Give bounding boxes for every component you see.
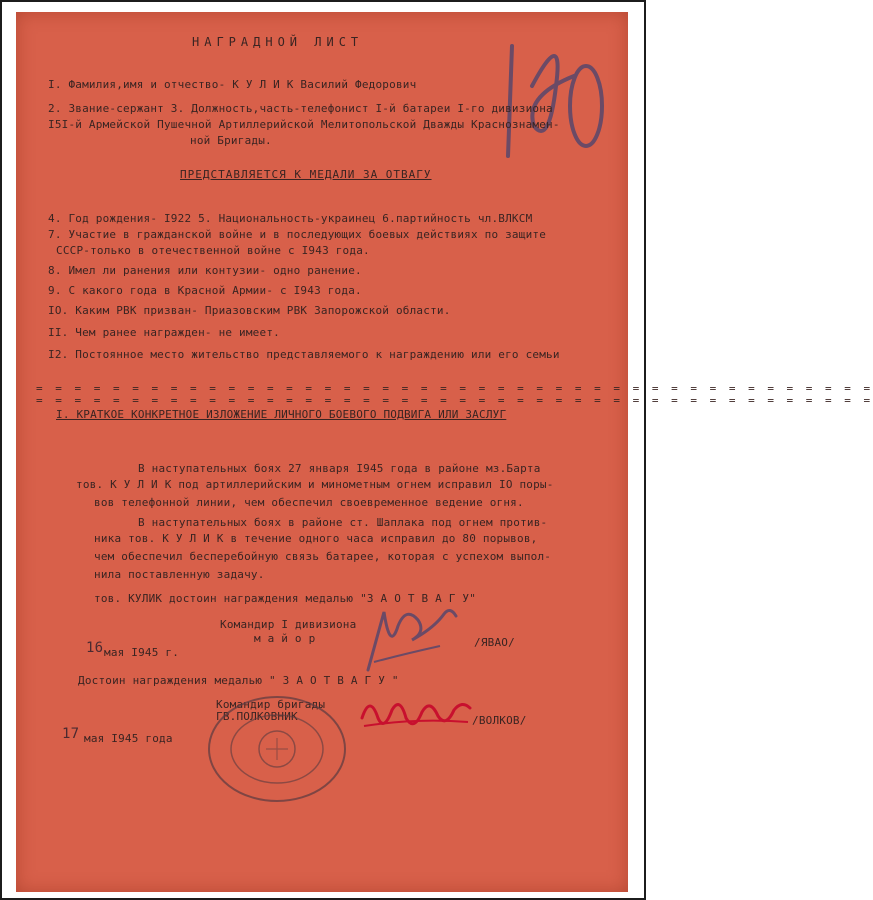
divider: = = = = = = = = = = = = = = = = = = = = = = = = = = = = = = = = = = = = = = = = = = = =	[36, 382, 873, 395]
commander-title: Командир I дивизиона	[220, 618, 357, 631]
section-title: I. КРАТКОЕ КОНКРЕТНОЕ ИЗЛОЖЕНИЕ ЛИЧНОГО БОЕВОГО ПОДВИГА ИЛИ ЗАСЛУГ	[56, 408, 507, 421]
paragraph-line: чем обеспечил бесперебойную связь батарее, которая с успехом выпол-	[94, 550, 552, 563]
commander-signature	[354, 592, 464, 682]
field-wounds: 8. Имел ли ранения или контузии- одно ранение.	[48, 264, 362, 277]
paragraph-line: В наступательных боях 27 января I945 года в районе мз.Барта	[138, 462, 541, 475]
document-title: НАГРАДНОЙ ЛИСТ	[192, 35, 364, 49]
official-seal	[202, 692, 352, 807]
field-participation-cont: СССР-только в отечественной войне с I943 года.	[56, 244, 370, 257]
field-unit-cont: ной Бригады.	[190, 134, 272, 147]
date1-day: 16	[86, 640, 104, 656]
field-conscription: IO. Каким РВК призван- Приазовским РВК Запорожской области.	[48, 304, 451, 317]
field-unit: I5I-й Армейской Пушечной Артиллерийской Мелитопольской Дважды Краснознамен-	[48, 118, 560, 131]
paragraph-line: В наступательных боях в районе ст. Шаплака под огнем против-	[138, 516, 548, 529]
paragraph-line: тов. К У Л И К под артиллерийским и минометным огнем исправил IO поры-	[76, 478, 554, 491]
paragraph-line: нила поставленную задачу.	[94, 568, 265, 581]
paragraph-line: ника тов. К У Л И К в течение одного часа исправил до 80 порывов,	[94, 532, 538, 545]
field-awards: II. Чем ранее награжден- не имеет.	[48, 326, 280, 339]
final-decision: Достоин награждения медалью " З А О Т В А Г У "	[78, 674, 399, 687]
brigade-commander-rank: ГВ.ПОЛКОВНИК	[216, 710, 298, 723]
paragraph-line: тов. КУЛИК достоин награждения медалью "З А О Т В А Г У"	[94, 592, 477, 605]
field-birth-nationality: 4. Год рождения- I922 5. Национальность-украинец 6.партийность чл.ВЛКСМ	[48, 212, 533, 225]
field-participation: 7. Участие в гражданской войне и в последующих боевых действиях по защите	[48, 228, 547, 241]
margin-number-handwritten	[494, 16, 614, 166]
paragraph-line: вов телефонной линии, чем обеспечил своевременное ведение огня.	[94, 496, 524, 509]
field-residence: I2. Постоянное место жительство представляемого к награждению или его семьи	[48, 348, 560, 361]
brigade-signature	[356, 688, 476, 738]
heading-medal: ПРЕДСТАВЛЯЕТСЯ К МЕДАЛИ ЗА ОТВАГУ	[180, 168, 432, 181]
date2: мая I945 года	[84, 732, 173, 745]
commander-rank: м а й о р	[254, 632, 316, 645]
field-name: I. Фамилия,имя и отчество- К У Л И К Василий Федорович	[48, 78, 417, 91]
commander-name: /ЯВАО/	[474, 636, 515, 649]
field-army-year: 9. С какого года в Красной Армии- с I943 года.	[48, 284, 362, 297]
date2-day: 17	[62, 726, 80, 742]
next-page-arrow-icon[interactable]: ›	[635, 442, 642, 461]
date1: мая I945 г.	[104, 646, 180, 659]
field-rank-position: 2. Звание-сержант 3. Должность,часть-телефонист I-й батареи I-го дивизиона	[48, 102, 553, 115]
brigade-commander-name: /ВОЛКОВ/	[472, 714, 527, 727]
divider: = = = = = = = = = = = = = = = = = = = = = = = = = = = = = = = = = = = = = = = = = = = =	[36, 394, 873, 407]
brigade-commander-title: Командир бригады	[216, 698, 326, 711]
